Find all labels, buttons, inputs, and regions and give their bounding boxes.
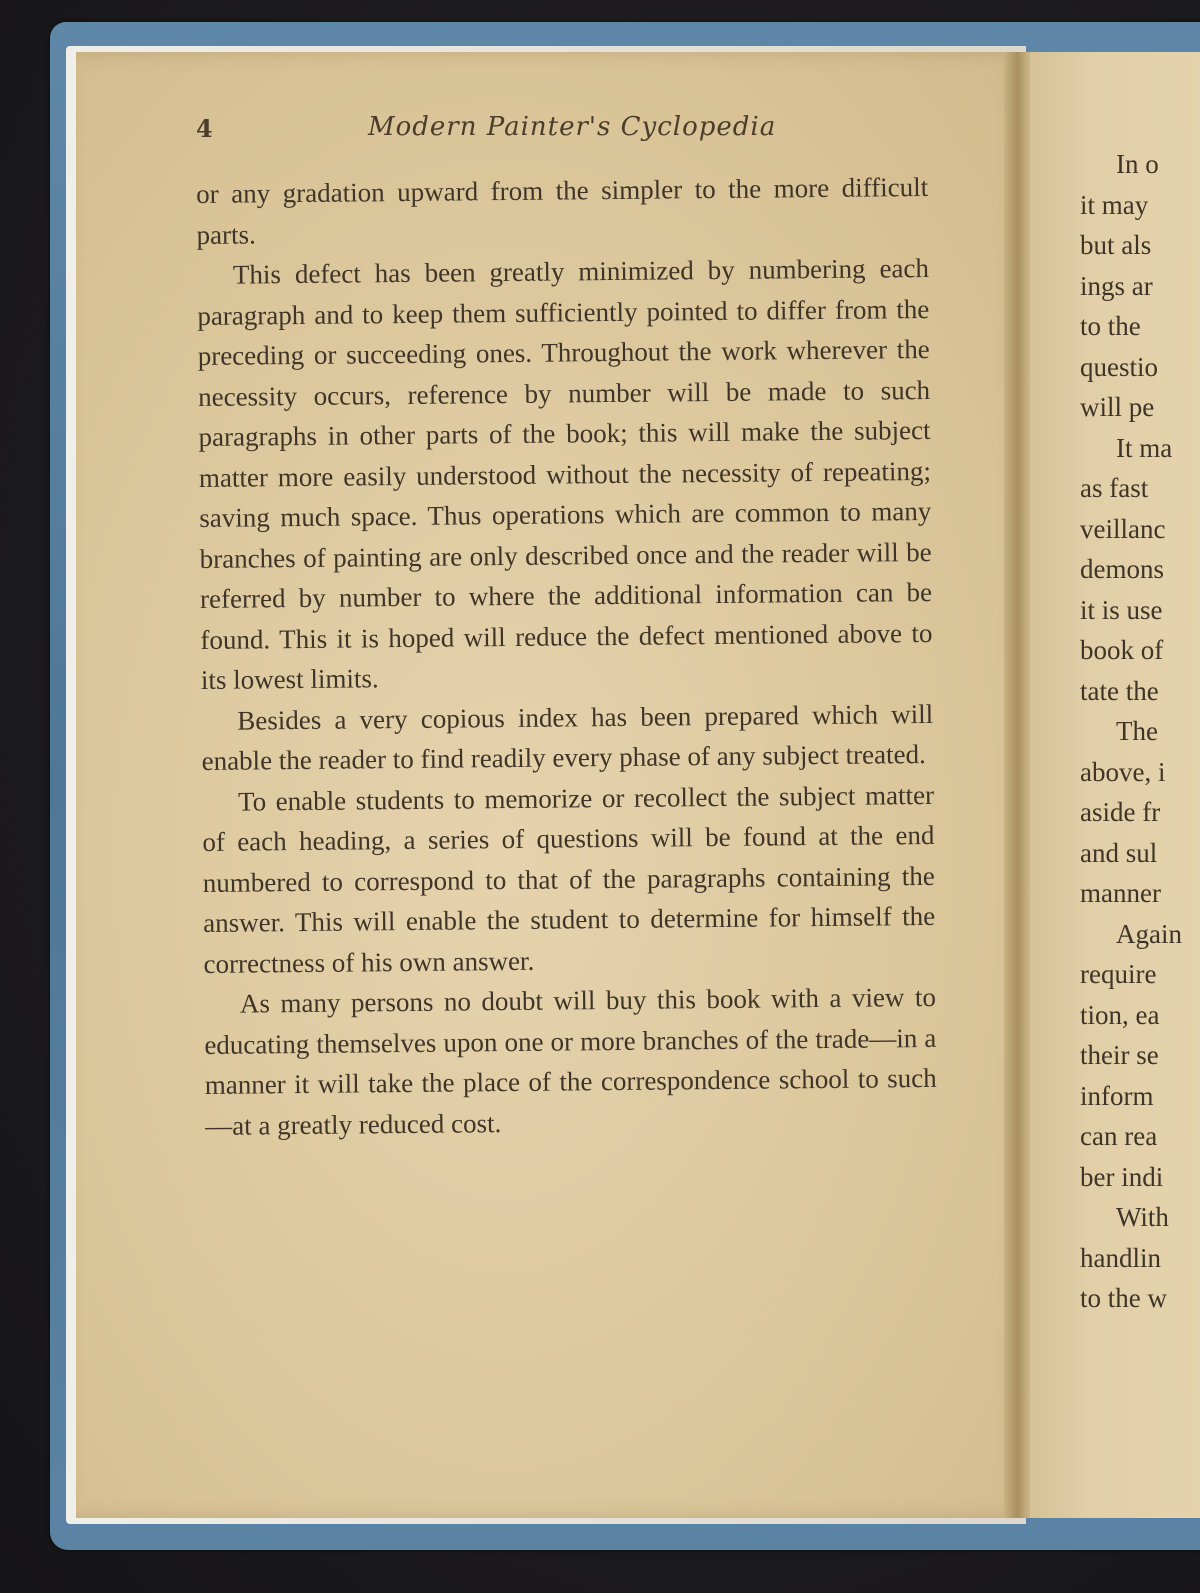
- left-page-body: [196, 167, 937, 1146]
- right-page-line: aside fr: [1080, 797, 1161, 827]
- right-page-body: [1080, 144, 1200, 1319]
- right-page-line: ings ar: [1080, 270, 1153, 301]
- right-page-line: book of: [1080, 635, 1164, 665]
- right-page-line: above, i: [1080, 756, 1166, 787]
- right-page-line: handlin: [1080, 1242, 1161, 1273]
- page-number: 4: [196, 114, 213, 143]
- right-page-line: but als: [1080, 230, 1152, 260]
- right-page-line: Again: [1116, 918, 1182, 949]
- right-page-line: It ma: [1116, 432, 1173, 463]
- right-page-line: their se: [1080, 1040, 1159, 1070]
- right-page-line: questio: [1080, 351, 1158, 382]
- right-page-line: With: [1116, 1202, 1169, 1232]
- paragraph: Besides a very copious index has been prepared which will enable the reader to find readily every phase of any subject treated.: [201, 698, 934, 776]
- page-header: [196, 108, 926, 152]
- right-page-line: ber indi: [1080, 1161, 1164, 1192]
- right-page-line: it is use: [1080, 594, 1163, 625]
- right-page-line: to the: [1080, 311, 1141, 341]
- right-page-line: manner: [1080, 878, 1161, 908]
- right-page-line: veillanc: [1080, 513, 1166, 544]
- right-page-line: can rea: [1080, 1121, 1158, 1151]
- right-page-line: will pe: [1080, 392, 1155, 422]
- right-page-line: In o: [1116, 149, 1159, 179]
- right-page-line: it may: [1080, 189, 1149, 220]
- right-page-line: tate the: [1080, 675, 1159, 706]
- paragraph: This defect has been greatly minimized by numbering each paragraph and to keep them sufficiently pointed to differ from the preceding or succeeding ones. Throughout the work wherever the necessity occurs, reference by number will be made to such paragraphs in other parts of the book; this will make the subject matter more easily understood without the necessity of repeating; saving much space. Thus operations which are common to many branches of painting are only described once and the reader will be referred by number to where the additional information can be found. This it is hoped will reduce the defect mentioned above to its lowest limits.: [197, 252, 933, 695]
- right-page-line: demons: [1080, 554, 1164, 584]
- paragraph: or any gradation upward from the simpler to the more difficult parts.: [196, 171, 929, 250]
- right-page-line: and sul: [1080, 837, 1158, 868]
- paragraph: As many persons no doubt will buy this book with a view to educating themselves upon one or more branches of the trade—in a manner it will take the place of the correspondence school to such—at a greatly reduced cost.: [204, 981, 937, 1141]
- paragraph: To enable students to memorize or recollect the subject matter of each heading, a series of questions will be found at the end numbered to correspond to that of the paragraphs containing the answer. This will enable the student to determine for himself the correctness of his own answer.: [202, 779, 936, 979]
- right-page-line: tion, ea: [1080, 999, 1160, 1030]
- right-page-line: require: [1080, 959, 1157, 989]
- right-page-line: inform: [1080, 1080, 1154, 1111]
- right-page-line: to the w: [1080, 1283, 1167, 1313]
- right-page-line: as fast: [1080, 473, 1149, 503]
- right-page-line: The: [1116, 716, 1158, 746]
- running-head: Modern Painter's Cyclopedia: [368, 112, 777, 142]
